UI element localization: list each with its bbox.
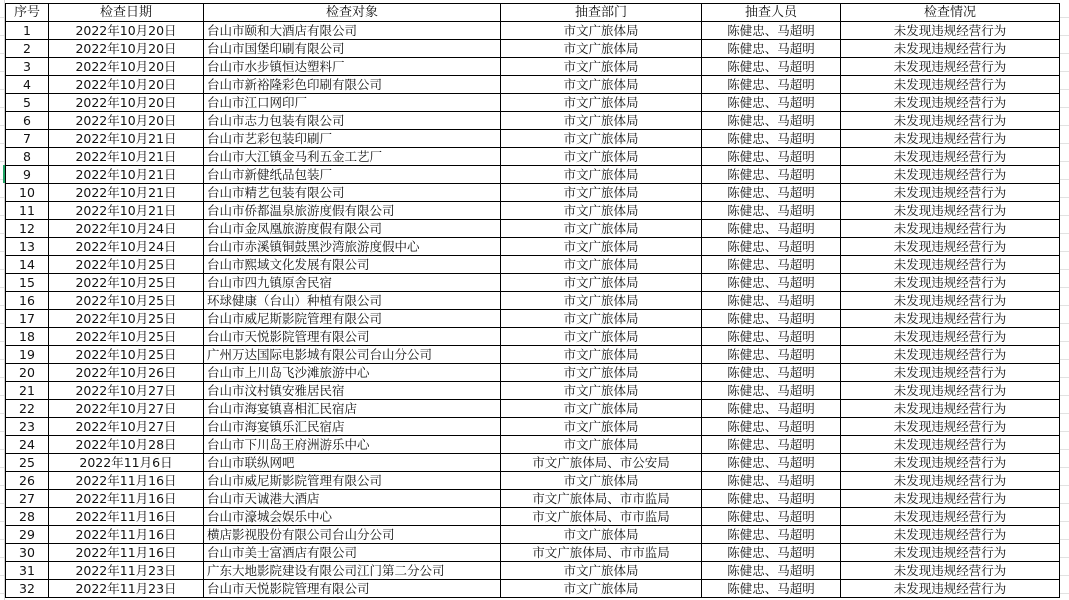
cell-object[interactable]: 台山市上川岛飞沙滩旅游中心 [204, 364, 501, 382]
cell-object[interactable]: 横店影视股份有限公司台山分公司 [204, 526, 501, 544]
cell-result[interactable]: 未发现违规经营行为 [841, 130, 1060, 148]
cell-object[interactable]: 台山市大江镇金马利五金工艺厂 [204, 148, 501, 166]
cell-result[interactable]: 未发现违规经营行为 [841, 202, 1060, 220]
cell-personnel[interactable]: 陈健忠、马超明 [702, 436, 841, 454]
cell-date[interactable]: 2022年10月25日 [49, 328, 204, 346]
cell-date[interactable]: 2022年10月24日 [49, 238, 204, 256]
cell-personnel[interactable]: 陈健忠、马超明 [702, 76, 841, 94]
cell-department[interactable]: 市文广旅体局 [501, 328, 702, 346]
cell-date[interactable]: 2022年11月16日 [49, 508, 204, 526]
table-row [6, 580, 1060, 598]
cell-department[interactable]: 市文广旅体局 [501, 220, 702, 238]
cell-personnel[interactable]: 陈健忠、马超明 [702, 382, 841, 400]
cell-result[interactable]: 未发现违规经营行为 [841, 292, 1060, 310]
cell-no[interactable]: 9 [6, 166, 49, 184]
cell-personnel[interactable]: 陈健忠、马超明 [702, 310, 841, 328]
table-row [6, 364, 1060, 382]
cell-date[interactable]: 2022年10月24日 [49, 220, 204, 238]
cell-department[interactable]: 市文广旅体局 [501, 184, 702, 202]
cell-result[interactable]: 未发现违规经营行为 [841, 526, 1060, 544]
cell-result[interactable]: 未发现违规经营行为 [841, 94, 1060, 112]
cell-result[interactable]: 未发现违规经营行为 [841, 220, 1060, 238]
cell-personnel[interactable]: 陈健忠、马超明 [702, 400, 841, 418]
cell-department[interactable]: 市文广旅体局 [501, 256, 702, 274]
cell-object[interactable]: 台山市精艺包装有限公司 [204, 184, 501, 202]
table-row [6, 112, 1060, 130]
inspection-table [5, 3, 1060, 598]
cell-no[interactable]: 7 [6, 130, 49, 148]
cell-object[interactable]: 台山市天诚港大酒店 [204, 490, 501, 508]
cell-result[interactable]: 未发现违规经营行为 [841, 256, 1060, 274]
cell-department[interactable]: 市文广旅体局 [501, 22, 702, 40]
cell-personnel[interactable]: 陈健忠、马超明 [702, 364, 841, 382]
table-row [6, 130, 1060, 148]
cell-object[interactable]: 台山市威尼斯影院管理有限公司 [204, 472, 501, 490]
cell-object[interactable]: 台山市美士富酒店有限公司 [204, 544, 501, 562]
table-body [6, 22, 1060, 598]
cell-object[interactable]: 台山市海宴镇乐汇民宿店 [204, 418, 501, 436]
cell-department[interactable]: 市文广旅体局 [501, 310, 702, 328]
cell-date[interactable]: 2022年10月25日 [49, 256, 204, 274]
table-row [6, 382, 1060, 400]
cell-result[interactable]: 未发现违规经营行为 [841, 76, 1060, 94]
cell-department[interactable]: 市文广旅体局 [501, 382, 702, 400]
cell-date[interactable]: 2022年10月20日 [49, 94, 204, 112]
cell-personnel[interactable]: 陈健忠、马超明 [702, 238, 841, 256]
cell-date[interactable]: 2022年11月23日 [49, 562, 204, 580]
cell-personnel[interactable]: 陈健忠、马超明 [702, 346, 841, 364]
cell-object[interactable]: 台山市濠城会娱乐中心 [204, 508, 501, 526]
cell-department[interactable]: 市文广旅体局 [501, 346, 702, 364]
table-row [6, 436, 1060, 454]
cell-personnel[interactable]: 陈健忠、马超明 [702, 112, 841, 130]
cell-department[interactable]: 市文广旅体局 [501, 58, 702, 76]
table-row [6, 202, 1060, 220]
table-row [6, 184, 1060, 202]
table-row [6, 238, 1060, 256]
cell-date[interactable]: 2022年11月16日 [49, 472, 204, 490]
cell-department[interactable]: 市文广旅体局、市市监局 [501, 490, 702, 508]
cell-object[interactable]: 台山市下川岛王府洲游乐中心 [204, 436, 501, 454]
cell-date[interactable]: 2022年10月20日 [49, 58, 204, 76]
cell-no[interactable]: 14 [6, 256, 49, 274]
cell-department[interactable]: 市文广旅体局、市市监局 [501, 544, 702, 562]
cell-department[interactable]: 市文广旅体局 [501, 562, 702, 580]
cell-result[interactable]: 未发现违规经营行为 [841, 22, 1060, 40]
cell-result[interactable]: 未发现违规经营行为 [841, 274, 1060, 292]
cell-date[interactable]: 2022年11月16日 [49, 544, 204, 562]
cell-date[interactable]: 2022年10月28日 [49, 436, 204, 454]
cell-department[interactable]: 市文广旅体局、市市监局 [501, 508, 702, 526]
table-row [6, 526, 1060, 544]
cell-department[interactable]: 市文广旅体局 [501, 292, 702, 310]
table-row [6, 508, 1060, 526]
cell-result[interactable]: 未发现违规经营行为 [841, 472, 1060, 490]
cell-department[interactable]: 市文广旅体局 [501, 436, 702, 454]
cell-department[interactable]: 市文广旅体局 [501, 364, 702, 382]
cell-personnel[interactable]: 陈健忠、马超明 [702, 418, 841, 436]
cell-object[interactable]: 台山市新裕隆彩色印刷有限公司 [204, 76, 501, 94]
header-date[interactable]: 检查日期 [49, 4, 204, 22]
cell-no[interactable]: 16 [6, 292, 49, 310]
cell-personnel[interactable]: 陈健忠、马超明 [702, 130, 841, 148]
cell-no[interactable]: 1 [6, 22, 49, 40]
cell-result[interactable]: 未发现违规经营行为 [841, 508, 1060, 526]
cell-date[interactable]: 2022年10月21日 [49, 184, 204, 202]
cell-personnel[interactable]: 陈健忠、马超明 [702, 490, 841, 508]
cell-no[interactable]: 21 [6, 382, 49, 400]
table-row [6, 544, 1060, 562]
cell-result[interactable]: 未发现违规经营行为 [841, 490, 1060, 508]
cell-date[interactable]: 2022年10月27日 [49, 400, 204, 418]
table-row [6, 346, 1060, 364]
cell-no[interactable]: 25 [6, 454, 49, 472]
cell-no[interactable]: 29 [6, 526, 49, 544]
cell-no[interactable]: 19 [6, 346, 49, 364]
cell-object[interactable]: 环球健康（台山）种植有限公司 [204, 292, 501, 310]
cell-result[interactable]: 未发现违规经营行为 [841, 436, 1060, 454]
cell-personnel[interactable]: 陈健忠、马超明 [702, 328, 841, 346]
cell-no[interactable]: 5 [6, 94, 49, 112]
cell-personnel[interactable]: 陈健忠、马超明 [702, 256, 841, 274]
cell-personnel[interactable]: 陈健忠、马超明 [702, 508, 841, 526]
cell-no[interactable]: 11 [6, 202, 49, 220]
cell-date[interactable]: 2022年10月27日 [49, 382, 204, 400]
cell-result[interactable]: 未发现违规经营行为 [841, 58, 1060, 76]
table-row [6, 94, 1060, 112]
cell-object[interactable]: 台山市国堡印刷有限公司 [204, 40, 501, 58]
cell-department[interactable]: 市文广旅体局 [501, 40, 702, 58]
cell-date[interactable]: 2022年10月20日 [49, 40, 204, 58]
cell-personnel[interactable]: 陈健忠、马超明 [702, 292, 841, 310]
cell-object[interactable]: 台山市威尼斯影院管理有限公司 [204, 310, 501, 328]
cell-object[interactable]: 台山市金凤凰旅游度假有限公司 [204, 220, 501, 238]
cell-department[interactable]: 市文广旅体局 [501, 112, 702, 130]
cell-no[interactable]: 15 [6, 274, 49, 292]
cell-date[interactable]: 2022年10月20日 [49, 76, 204, 94]
cell-result[interactable]: 未发现违规经营行为 [841, 418, 1060, 436]
cell-department[interactable]: 市文广旅体局 [501, 418, 702, 436]
cell-no[interactable]: 32 [6, 580, 49, 598]
cell-personnel[interactable]: 陈健忠、马超明 [702, 472, 841, 490]
cell-result[interactable]: 未发现违规经营行为 [841, 238, 1060, 256]
table-row [6, 328, 1060, 346]
cell-result[interactable]: 未发现违规经营行为 [841, 328, 1060, 346]
cell-no[interactable]: 13 [6, 238, 49, 256]
cell-result[interactable]: 未发现违规经营行为 [841, 40, 1060, 58]
cell-date[interactable]: 2022年11月23日 [49, 580, 204, 598]
cell-no[interactable]: 18 [6, 328, 49, 346]
table-row [6, 292, 1060, 310]
cell-result[interactable]: 未发现违规经营行为 [841, 184, 1060, 202]
cell-object[interactable]: 台山市汶村镇安雅居民宿 [204, 382, 501, 400]
cell-no[interactable]: 6 [6, 112, 49, 130]
cell-result[interactable]: 未发现违规经营行为 [841, 166, 1060, 184]
cell-object[interactable]: 广东大地影院建设有限公司江门第二分公司 [204, 562, 501, 580]
cell-personnel[interactable]: 陈健忠、马超明 [702, 220, 841, 238]
cell-result[interactable]: 未发现违规经营行为 [841, 148, 1060, 166]
cell-date[interactable]: 2022年11月6日 [49, 454, 204, 472]
cell-no[interactable]: 2 [6, 40, 49, 58]
cell-no[interactable]: 10 [6, 184, 49, 202]
cell-no[interactable]: 17 [6, 310, 49, 328]
cell-object[interactable]: 广州万达国际电影城有限公司台山分公司 [204, 346, 501, 364]
header-personnel[interactable]: 抽查人员 [702, 4, 841, 22]
cell-date[interactable]: 2022年11月16日 [49, 526, 204, 544]
cell-personnel[interactable]: 陈健忠、马超明 [702, 184, 841, 202]
cell-date[interactable]: 2022年10月26日 [49, 364, 204, 382]
cell-no[interactable]: 24 [6, 436, 49, 454]
cell-personnel[interactable]: 陈健忠、马超明 [702, 544, 841, 562]
cell-personnel[interactable]: 陈健忠、马超明 [702, 22, 841, 40]
cell-date[interactable]: 2022年10月21日 [49, 166, 204, 184]
cell-no[interactable]: 22 [6, 400, 49, 418]
cell-no[interactable]: 8 [6, 148, 49, 166]
cell-personnel[interactable]: 陈健忠、马超明 [702, 580, 841, 598]
cell-no[interactable]: 23 [6, 418, 49, 436]
table-row [6, 40, 1060, 58]
cell-result[interactable]: 未发现违规经营行为 [841, 400, 1060, 418]
table-row [6, 490, 1060, 508]
cell-result[interactable]: 未发现违规经营行为 [841, 580, 1060, 598]
cell-date[interactable]: 2022年10月25日 [49, 274, 204, 292]
table-row [6, 310, 1060, 328]
cell-date[interactable]: 2022年10月25日 [49, 310, 204, 328]
cell-object[interactable]: 台山市艺彩包装印刷厂 [204, 130, 501, 148]
cell-object[interactable]: 台山市志力包装有限公司 [204, 112, 501, 130]
cell-result[interactable]: 未发现违规经营行为 [841, 454, 1060, 472]
table-row [6, 76, 1060, 94]
cell-personnel[interactable]: 陈健忠、马超明 [702, 58, 841, 76]
cell-result[interactable]: 未发现违规经营行为 [841, 544, 1060, 562]
header-row [6, 4, 1060, 22]
table-row [6, 418, 1060, 436]
cell-object[interactable]: 台山市赤溪镇铜鼓黑沙湾旅游度假中心 [204, 238, 501, 256]
table-row [6, 166, 1060, 184]
cell-personnel[interactable]: 陈健忠、马超明 [702, 562, 841, 580]
cell-department[interactable]: 市文广旅体局 [501, 472, 702, 490]
table-row [6, 400, 1060, 418]
cell-no[interactable]: 12 [6, 220, 49, 238]
cell-object[interactable]: 台山市新健纸品包装厂 [204, 166, 501, 184]
cell-object[interactable]: 台山市侨都温泉旅游度假有限公司 [204, 202, 501, 220]
cell-personnel[interactable]: 陈健忠、马超明 [702, 274, 841, 292]
cell-personnel[interactable]: 陈健忠、马超明 [702, 202, 841, 220]
cell-no[interactable]: 30 [6, 544, 49, 562]
cell-no[interactable]: 3 [6, 58, 49, 76]
cell-personnel[interactable]: 陈健忠、马超明 [702, 454, 841, 472]
table-row [6, 220, 1060, 238]
cell-no[interactable]: 31 [6, 562, 49, 580]
cell-date[interactable]: 2022年11月16日 [49, 490, 204, 508]
cell-object[interactable]: 台山市天悦影院管理有限公司 [204, 328, 501, 346]
cell-result[interactable]: 未发现违规经营行为 [841, 364, 1060, 382]
cell-department[interactable]: 市文广旅体局 [501, 130, 702, 148]
cell-result[interactable]: 未发现违规经营行为 [841, 562, 1060, 580]
cell-object[interactable]: 台山市水步镇恒达塑料厂 [204, 58, 501, 76]
table-row [6, 562, 1060, 580]
cell-date[interactable]: 2022年10月20日 [49, 112, 204, 130]
cell-department[interactable]: 市文广旅体局 [501, 274, 702, 292]
cell-no[interactable]: 26 [6, 472, 49, 490]
cell-date[interactable]: 2022年10月21日 [49, 202, 204, 220]
header-no[interactable]: 序号 [6, 4, 49, 22]
cell-date[interactable]: 2022年10月25日 [49, 346, 204, 364]
cell-personnel[interactable]: 陈健忠、马超明 [702, 166, 841, 184]
cell-department[interactable]: 市文广旅体局 [501, 202, 702, 220]
cell-personnel[interactable]: 陈健忠、马超明 [702, 148, 841, 166]
cell-personnel[interactable]: 陈健忠、马超明 [702, 94, 841, 112]
cell-no[interactable]: 20 [6, 364, 49, 382]
cell-department[interactable]: 市文广旅体局 [501, 580, 702, 598]
table-row [6, 22, 1060, 40]
cell-department[interactable]: 市文广旅体局 [501, 526, 702, 544]
table-row [6, 274, 1060, 292]
cell-result[interactable]: 未发现违规经营行为 [841, 112, 1060, 130]
cell-department[interactable]: 市文广旅体局、市公安局 [501, 454, 702, 472]
cell-no[interactable]: 4 [6, 76, 49, 94]
cell-object[interactable]: 台山市联纵网吧 [204, 454, 501, 472]
table-row [6, 472, 1060, 490]
cell-object[interactable]: 台山市江口网印厂 [204, 94, 501, 112]
cell-department[interactable]: 市文广旅体局 [501, 400, 702, 418]
table-row [6, 58, 1060, 76]
cell-object[interactable]: 台山市天悦影院管理有限公司 [204, 580, 501, 598]
cell-result[interactable]: 未发现违规经营行为 [841, 382, 1060, 400]
cell-object[interactable]: 台山市四九镇原舍民宿 [204, 274, 501, 292]
cell-personnel[interactable]: 陈健忠、马超明 [702, 526, 841, 544]
table-row [6, 148, 1060, 166]
cell-date[interactable]: 2022年10月21日 [49, 148, 204, 166]
table-row [6, 256, 1060, 274]
cell-result[interactable]: 未发现违规经营行为 [841, 346, 1060, 364]
cell-object[interactable]: 台山市海宴镇喜相汇民宿店 [204, 400, 501, 418]
cell-object[interactable]: 台山市颐和大酒店有限公司 [204, 22, 501, 40]
cell-date[interactable]: 2022年10月20日 [49, 22, 204, 40]
cell-personnel[interactable]: 陈健忠、马超明 [702, 40, 841, 58]
cell-department[interactable]: 市文广旅体局 [501, 94, 702, 112]
cell-department[interactable]: 市文广旅体局 [501, 166, 702, 184]
cell-no[interactable]: 27 [6, 490, 49, 508]
header-result[interactable]: 检查情况 [841, 4, 1060, 22]
header-department[interactable]: 抽查部门 [501, 4, 702, 22]
cell-date[interactable]: 2022年10月27日 [49, 418, 204, 436]
table-row [6, 454, 1060, 472]
cell-date[interactable]: 2022年10月25日 [49, 292, 204, 310]
cell-object[interactable]: 台山市熙域文化发展有限公司 [204, 256, 501, 274]
cell-department[interactable]: 市文广旅体局 [501, 238, 702, 256]
cell-date[interactable]: 2022年10月21日 [49, 130, 204, 148]
cell-department[interactable]: 市文广旅体局 [501, 148, 702, 166]
header-object[interactable]: 检查对象 [204, 4, 501, 22]
cell-department[interactable]: 市文广旅体局 [501, 76, 702, 94]
cell-result[interactable]: 未发现违规经营行为 [841, 310, 1060, 328]
cell-no[interactable]: 28 [6, 508, 49, 526]
